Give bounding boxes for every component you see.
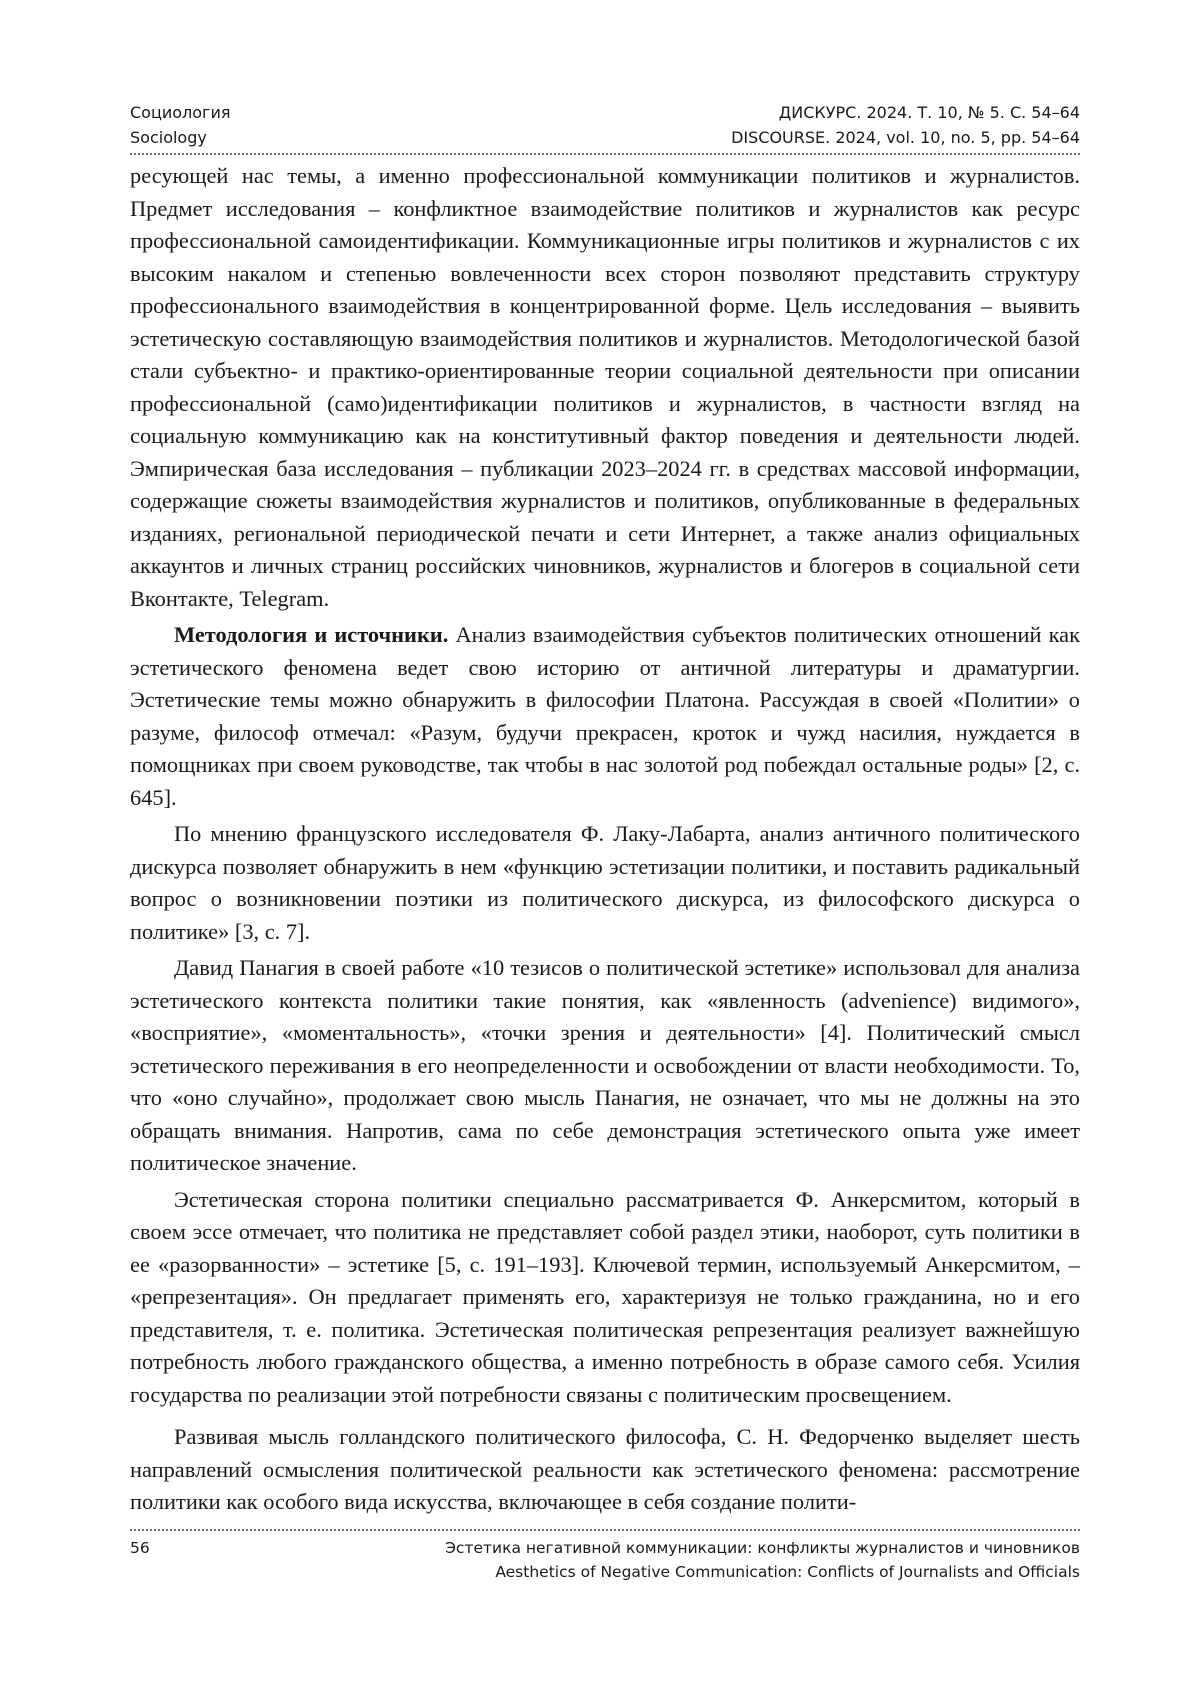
header-citation <box>731 100 1080 150</box>
paragraph-methodology <box>130 619 1080 814</box>
journal-citation-ru: ДИСКУРС. 2024. Т. 10, № 5. С. 54–64 <box>778 103 1080 122</box>
footer-divider <box>130 1529 1080 1531</box>
section-heading-methodology: Методология и источники. <box>174 622 449 647</box>
journal-citation-en: DISCOURSE. 2024, vol. 10, no. 5, pp. 54–64 <box>731 128 1080 147</box>
article-body <box>130 160 1080 1519</box>
paragraph-methodology-text: Анализ взаимодействия субъектов политических отношений как эстетического феномена ведет свою историю от античной литературы и драматургии. Эстетические темы можно обнаружить в философии Платона. Рассуждая в своей «Политии» о разуме, философ отмечал: «Разум, будучи прекрасен, кроток и чужд насилия, нуждается в помощниках при своем руководстве, так чтобы в нас золотой род побеждал остальные роды» [2, с. 645]. <box>130 622 1080 810</box>
article-title-en: Aesthetics of Negative Communication: Conflicts of Journalists and Officials <box>495 1563 1080 1581</box>
paragraph-fedorchenko: Развивая мысль голландского политического философа, С. Н. Федорченко выделяет шесть направлений осмысления политической реальности как эстетического феномена: рассмотрение политики как особого вида искусства, включающее в себя создание полити- <box>130 1424 1080 1514</box>
footer-article-title <box>445 1536 1080 1584</box>
page-number: 56 <box>130 1539 150 1557</box>
paragraph-continued: ресующей нас темы, а именно профессиональной коммуникации политиков и журналистов. Предмет исследования – конфликтное взаимодействие политиков и журналистов как ресурс профессиональной самоидентификации. Коммуникационные игры политиков и журналистов с их высоким накалом и степенью вовлеченности всех сторон позволяют представить структуру профессионального взаимодействия в концентрированной форме. Цель исследования – выявить эстетическую составляющую взаимодействия политиков и журналистов. Методологической базой стали субъектно- и практико-ориентированные теории социальной деятельности при описании профессиональной (само)идентификации политиков и журналистов, в частности взгляд на социальную коммуникацию как на конститутивный фактор поведения и деятельности людей. Эмпирическая база исследования – публикации 2023–2024 гг. в средствах массовой информации, содержащие сюжеты взаимодействия журналистов и политиков, опубликованные в федеральных изданиях, региональной периодической печати и сети Интернет, а также анализ официальных аккаунтов и личных страниц российских чиновников, журналистов и блогеров в социальной сети Вконтакте, Telegram. <box>130 163 1080 611</box>
section-en: Sociology <box>130 128 207 147</box>
paragraph-panagia: Давид Панагия в своей работе «10 тезисов о политической эстетике» использовал для анализа эстетического контекста политики такие понятия, как «явленность (advenience) видимого», «восприятие», «моментальность», «точки зрения и деятельности» [4]. Политический смысл эстетического переживания в его неопределенности и освобождении от власти необходимости. То, что «оно случайно», продолжает свою мысль Панагия, не означает, что мы не должны на это обращать внимания. Напротив, сама по себе демонстрация эстетического опыта уже имеет политическое значение. <box>130 955 1080 1175</box>
header-section <box>130 100 230 150</box>
running-footer <box>130 1536 1080 1586</box>
running-header <box>130 100 1080 150</box>
article-title-ru: Эстетика негативной коммуникации: конфликты журналистов и чиновников <box>445 1539 1080 1557</box>
paragraph-lacoue-labarthe: По мнению французского исследователя Ф. Лаку-Лабарта, анализ античного политического дискурса позволяет обнаружить в нем «функцию эстетизации политики, и поставить радикальный вопрос о возникновении поэтики из политического дискурса, из философского дискурса о политике» [3, с. 7]. <box>130 821 1080 944</box>
paragraph-ankersmit: Эстетическая сторона политики специально рассматривается Ф. Анкерсмитом, который в своем эссе отмечает, что политика не представляет собой раздел этики, наоборот, суть политики в ее «разорванности» – эстетике [5, с. 191–193]. Ключевой термин, используемый Анкерсмитом, – «репрезентация». Он предлагает применять его, характеризуя не только гражданина, но и его представителя, т. е. политика. Эстетическая политическая репрезентация реализует важнейшую потребность любого гражданского общества, а именно потребность в образе самого себя. Усилия государства по реализации этой потребности связаны с политическим просвещением. <box>130 1186 1080 1407</box>
header-divider <box>130 153 1080 155</box>
section-ru: Социология <box>130 103 231 122</box>
